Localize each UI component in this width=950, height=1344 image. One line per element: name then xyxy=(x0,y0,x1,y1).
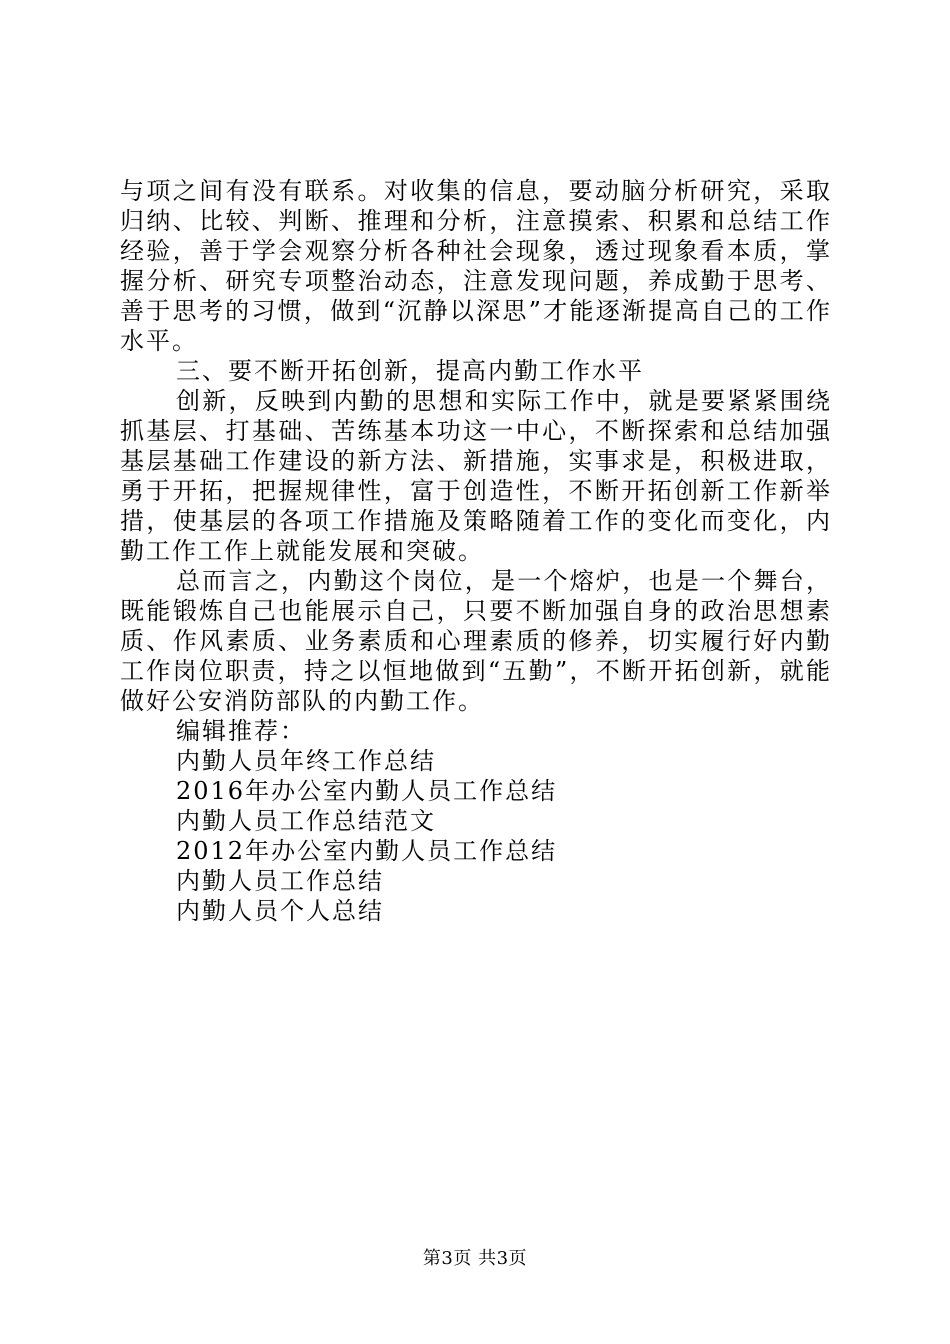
paragraph-continuation: 与项之间有没有联系。对收集的信息，要动脑分析研究，采取归纳、比较、判断、推理和分析，注意摸索、积累和总结工作经验，善于学会观察分析各种社会现象，透过现象看本质，掌握分析、研究专项整治动态，注意发现问题，养成勤于思考、善于思考的习惯，做到“沉静以深思”才能逐渐提高自己的工作水平。 xyxy=(120,177,832,355)
paragraph-conclusion: 总而言之，内勤这个岗位，是一个熔炉，也是一个舞台，既能锻炼自己也能展示自己，只要不断加强自身的政治思想素质、作风素质、业务素质和心理素质的修养，切实履行好内勤工作岗位职责，持之以恒地做到“五勤”，不断开拓创新，就能做好公安消防部队的内勤工作。 xyxy=(120,567,832,715)
recommend-link[interactable]: 2016年办公室内勤人员工作总结 xyxy=(176,777,558,805)
recommend-link[interactable]: 内勤人员个人总结 xyxy=(176,897,384,925)
recommend-link[interactable]: 内勤人员年终工作总结 xyxy=(176,747,436,775)
recommend-label: 编辑推荐： xyxy=(176,717,306,745)
recommend-link[interactable]: 内勤人员工作总结范文 xyxy=(176,807,436,835)
recommend-link[interactable]: 2012年办公室内勤人员工作总结 xyxy=(176,837,558,865)
recommend-link[interactable]: 内勤人员工作总结 xyxy=(176,867,384,895)
page-footer: 第3页 共3页 xyxy=(422,1248,528,1269)
paragraph-innovation: 创新，反映到内勤的思想和实际工作中，就是要紧紧围绕抓基层、打基础、苦练基本功这一中心，不断探索和总结加强基层基础工作建设的新方法、新措施，实事求是，积极进取，勇于开拓，把握规律性，富于创造性，不断开拓创新工作新举措，使基层的各项工作措施及策略随着工作的变化而变化，内勤工作工作上就能发展和突破。 xyxy=(120,387,832,565)
recommend-list xyxy=(120,746,832,926)
document-body xyxy=(120,176,832,926)
section-heading: 三、要不断开拓创新，提高内勤工作水平 xyxy=(176,357,644,385)
